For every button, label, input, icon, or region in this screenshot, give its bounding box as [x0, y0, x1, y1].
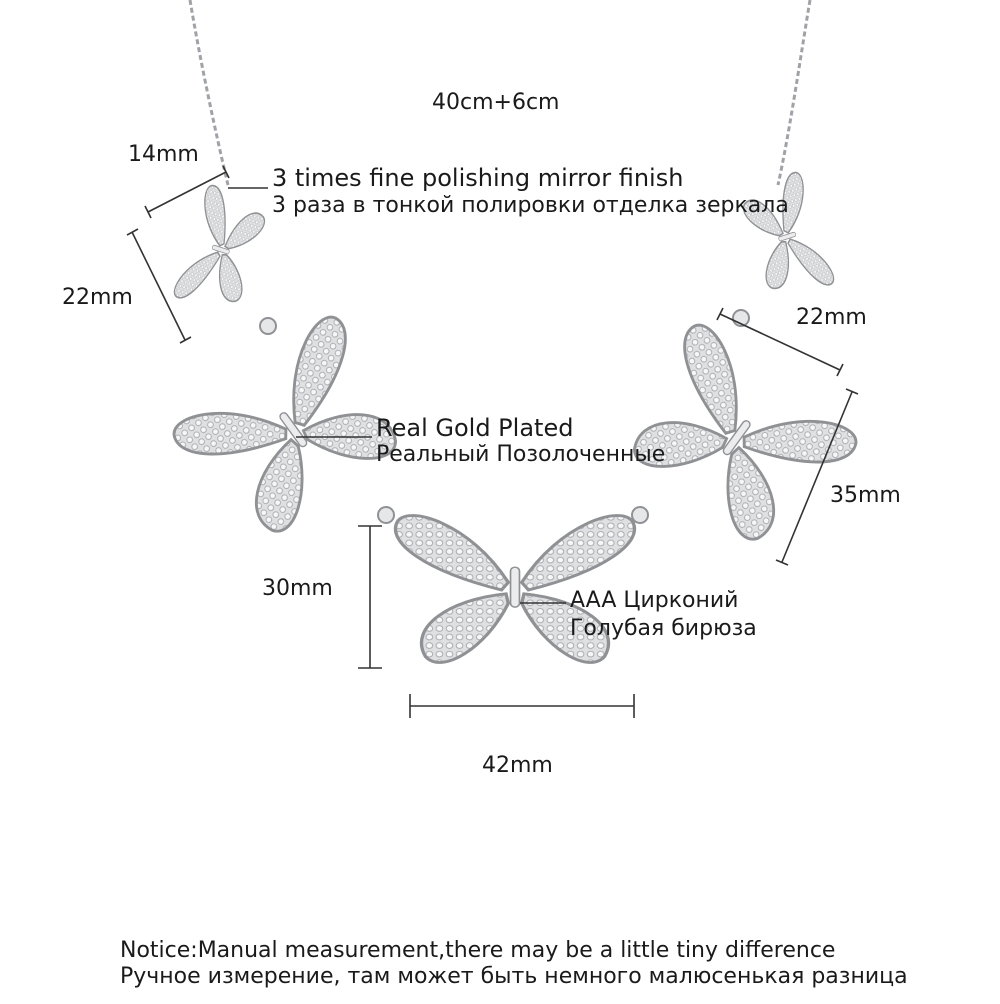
stone-callout-en: AAA Цирконий — [570, 588, 739, 613]
center-height-label: 30mm — [262, 576, 333, 601]
stone-callout-ru: Голубая бирюза — [570, 616, 757, 641]
top-left-width-label: 14mm — [128, 142, 199, 167]
butterfly-top-right — [737, 171, 835, 303]
mid-right-height-label: 35mm — [830, 483, 901, 508]
center-width-label: 42mm — [482, 753, 553, 778]
notice — [120, 938, 908, 990]
polish-callout-en: 3 times fine polishing mirror finish — [272, 164, 684, 192]
chain-length-label: 40cm+6cm — [432, 90, 560, 115]
top-right-width-label: 22mm — [796, 305, 867, 330]
butterfly-mid-right — [610, 320, 860, 558]
notice-ru: Ручное измерение, там может быть немного малюсенькая разница — [120, 964, 908, 989]
butterfly-top-left — [173, 184, 271, 316]
gold-callout-ru: Реальный Позолоченные — [376, 442, 666, 467]
polish-callout-ru: 3 раза в тонкой полировки отделка зеркала — [272, 193, 789, 218]
notice-en: Notice:Manual measurement,there may be a little tiny difference — [120, 938, 836, 963]
top-left-height-label: 22mm — [62, 285, 133, 310]
gold-callout-en: Real Gold Plated — [376, 414, 574, 442]
